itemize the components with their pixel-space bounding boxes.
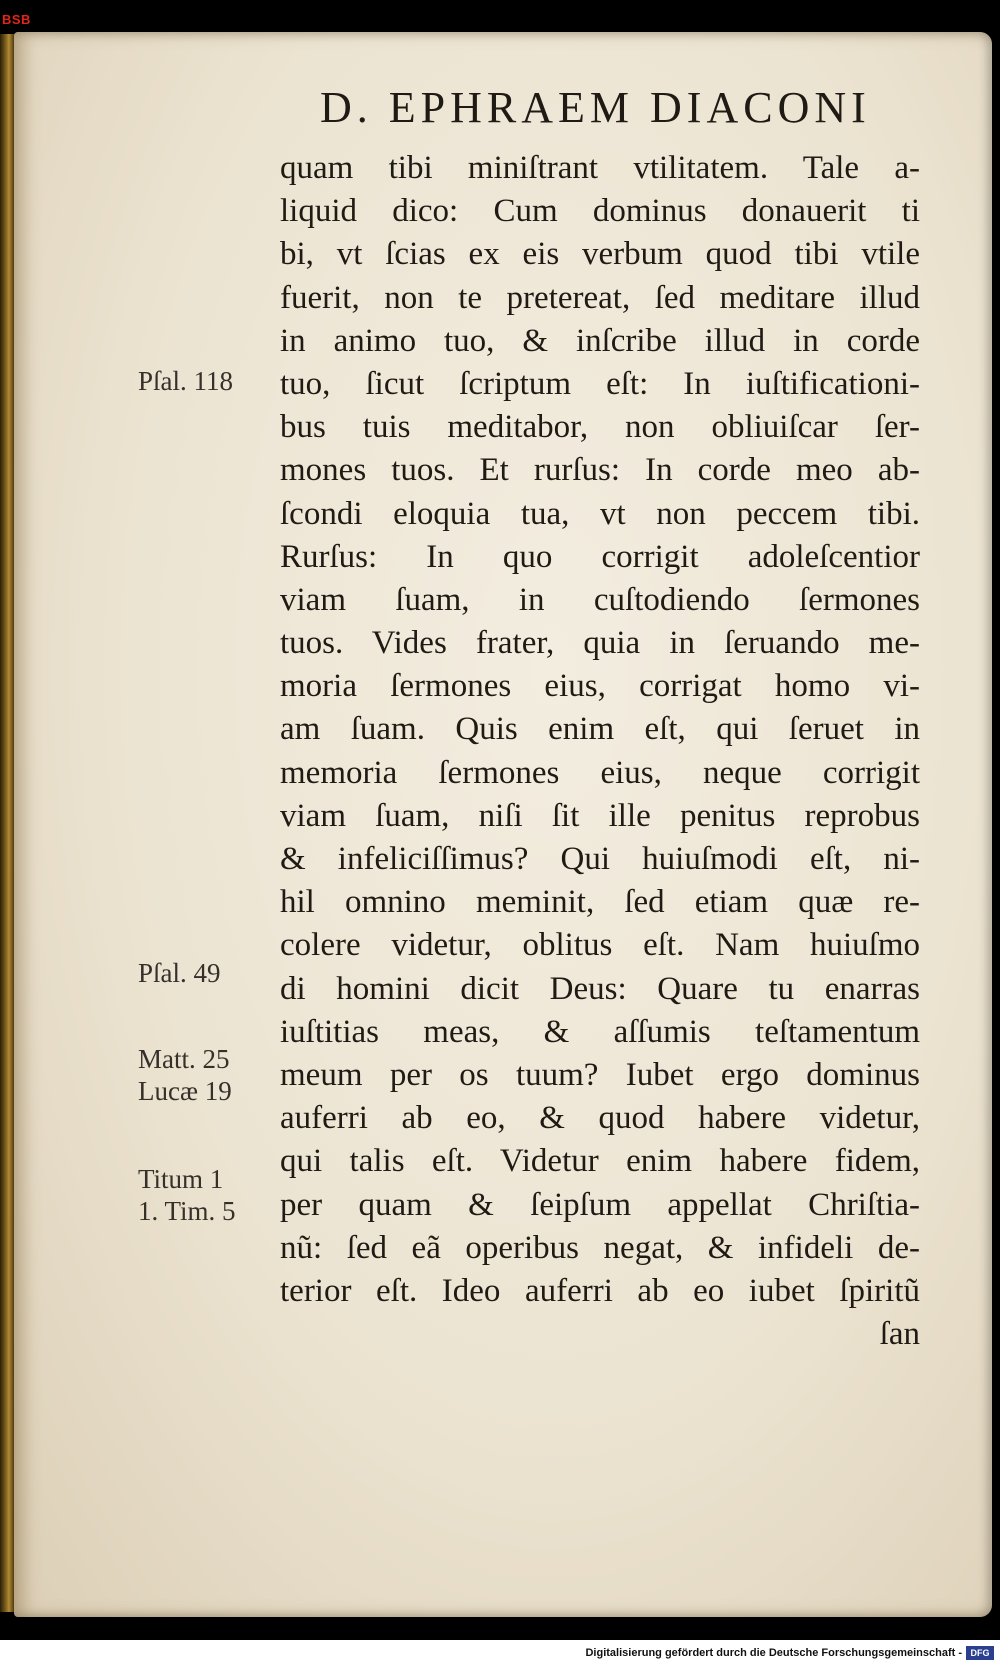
text-line: in animo tuo, & inſcribe illud in corde <box>280 322 920 359</box>
marginal-note: Pſal. 49 <box>138 958 221 988</box>
marginal-note: Titum 1 <box>138 1164 224 1194</box>
funding-credit: Digitalisierung gefördert durch die Deutsche Forschungsgemeinschaft - <box>585 1647 962 1659</box>
catchword: ſan <box>879 1316 920 1353</box>
text-line: hil omnino meminit, ſed etiam quæ re- <box>280 884 920 921</box>
text-line: viam ſuam, in cuſtodiendo ſermones <box>280 581 920 618</box>
book-page <box>14 32 992 1617</box>
text-line: per quam & ſeipſum appellat Chriſtia- <box>280 1186 920 1223</box>
text-line: nũ: ſed eã operibus negat, & infideli de- <box>280 1229 920 1266</box>
library-tag: BSB <box>2 12 31 27</box>
text-line: di homini dicit Deus: Quare tu enarras <box>280 970 920 1007</box>
text-line: auferri ab eo, & quod habere videtur, <box>280 1100 920 1137</box>
text-line: mones tuos. Et rurſus: In corde meo ab- <box>280 452 920 489</box>
text-line: liquid dico: Cum dominus donauerit ti <box>280 193 920 230</box>
marginal-note: Lucæ 19 <box>138 1076 232 1106</box>
marginal-note: Pſal. 118 <box>138 366 234 396</box>
text-line: colere videtur, oblitus eſt. Nam huiuſmo <box>280 927 920 964</box>
text-line: memoria ſermones eius, neque corrigit <box>280 754 920 791</box>
text-line: Rurſus: In quo corrigit adoleſcentior <box>280 538 920 575</box>
text-line: iuſtitias meas, & aſſumis teſtamentum <box>280 1013 920 1050</box>
dfg-logo: DFG <box>966 1646 994 1660</box>
text-line: fuerit, non te pretereat, ſed meditare illud <box>280 279 920 316</box>
marginal-note: 1. Tim. 5 <box>138 1196 236 1226</box>
text-line: terior eſt. Ideo auferri ab eo iubet ſpiritũ <box>280 1272 920 1309</box>
text-line: viam ſuam, niſi ſit ille penitus reprobus <box>280 797 920 834</box>
text-line: tuos. Vides frater, quia in ſeruando me- <box>280 625 920 662</box>
body-text <box>280 147 920 1356</box>
marginal-note: Matt. 25 <box>138 1044 230 1074</box>
text-line: quam tibi miniſtrant vtilitatem. Tale a- <box>280 150 920 186</box>
text-line: moria ſermones eius, corrigat homo vi- <box>280 668 920 705</box>
running-head: D. EPHRAEM DIACONI <box>320 83 871 132</box>
text-line: qui talis eſt. Videtur enim habere fidem, <box>280 1143 920 1180</box>
text-line: am ſuam. Quis enim eſt, qui ſeruet in <box>280 711 920 748</box>
text-line: meum per os tuum? Iubet ergo dominus <box>280 1056 920 1093</box>
text-line: ſcondi eloquia tua, vt non peccem tibi. <box>280 495 920 532</box>
text-line: bi, vt ſcias ex eis verbum quod tibi vtile <box>280 236 920 273</box>
text-line: tuo, ſicut ſcriptum eſt: In iuſtificationi- <box>280 365 920 402</box>
text-line: bus tuis meditabor, non obliuiſcar ſer- <box>280 409 920 446</box>
text-line: & infeliciſſimus? Qui huiuſmodi eſt, ni- <box>280 841 920 877</box>
